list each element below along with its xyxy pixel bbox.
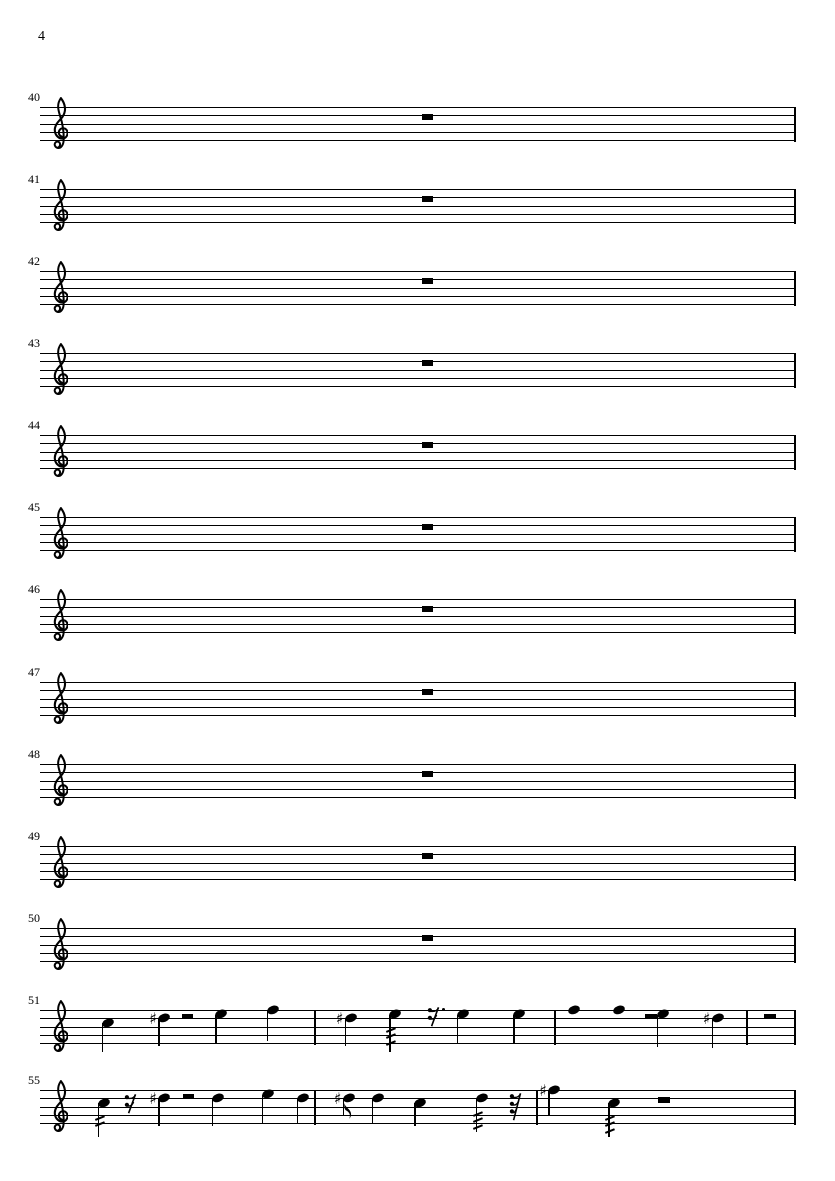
staff-line <box>40 781 796 782</box>
end-barline <box>794 271 796 306</box>
sharp-accidental: ♯ <box>149 1008 157 1028</box>
tremolo-slash <box>386 1040 396 1046</box>
staff-line <box>40 789 796 790</box>
note-stem <box>389 1015 390 1052</box>
measure-number: 45 <box>28 500 40 514</box>
note-stem <box>267 1011 268 1041</box>
staff-line <box>40 107 796 108</box>
half-rest <box>645 1014 657 1019</box>
staff-line <box>40 871 796 872</box>
end-barline <box>794 353 796 388</box>
sixteenth-rest <box>427 1006 441 1027</box>
end-barline <box>794 846 796 881</box>
treble-clef-icon <box>46 259 68 319</box>
whole-rest <box>422 689 434 695</box>
end-barline <box>794 1090 796 1125</box>
note-stem <box>212 1099 213 1126</box>
end-barline <box>794 189 796 224</box>
end-barline <box>794 599 796 634</box>
treble-clef-icon <box>46 834 68 894</box>
treble-clef-icon <box>46 95 68 155</box>
end-barline <box>794 682 796 717</box>
note-stem <box>414 1103 415 1126</box>
staff-line <box>40 797 796 798</box>
note-stem <box>513 1015 514 1044</box>
staff-line <box>40 140 796 141</box>
staff-line <box>40 517 796 518</box>
sharp-accidental: ♯ <box>335 1008 344 1028</box>
measure-number: 51 <box>28 993 40 1007</box>
staff-line <box>40 936 796 937</box>
whole-rest <box>658 1097 670 1103</box>
staff-line <box>40 525 796 526</box>
treble-clef-icon <box>46 998 68 1058</box>
staff-line <box>40 214 796 215</box>
note-stem <box>345 1019 346 1046</box>
note-stem <box>457 1015 458 1044</box>
measure-number: 47 <box>28 665 40 679</box>
staff-line <box>40 1115 796 1116</box>
end-barline <box>794 107 796 142</box>
staff-line <box>40 632 796 633</box>
barline <box>314 1090 316 1125</box>
measure-number: 43 <box>28 336 40 350</box>
staff-line <box>40 928 796 929</box>
whole-rest <box>422 771 434 777</box>
staff-line <box>40 361 796 362</box>
whole-rest <box>422 278 434 284</box>
end-barline <box>794 764 796 799</box>
thirtysecond-rest <box>509 1092 523 1121</box>
staff-line <box>40 690 796 691</box>
sharp-accidental: ♯ <box>702 1008 711 1028</box>
staff-line <box>40 542 796 543</box>
sixteenth-rest <box>124 1093 138 1114</box>
treble-clef-icon <box>46 341 68 401</box>
staff-line <box>40 370 796 371</box>
treble-clef-icon <box>46 1078 68 1138</box>
note-stem <box>297 1099 298 1124</box>
measure-number: 41 <box>28 172 40 186</box>
measure-number: 48 <box>28 747 40 761</box>
staff-line <box>40 879 796 880</box>
treble-clef-icon <box>46 752 68 812</box>
staff-line <box>40 222 796 223</box>
measure-number: 40 <box>28 90 40 104</box>
measure-number: 42 <box>28 254 40 268</box>
staff-line <box>40 132 796 133</box>
tremolo-slash <box>605 1128 615 1134</box>
note-stem <box>262 1095 263 1124</box>
staff-line <box>40 772 796 773</box>
staff-line <box>40 607 796 608</box>
page-number: 4 <box>38 29 45 44</box>
staff-line <box>40 452 796 453</box>
staff-line <box>40 197 796 198</box>
half-rest <box>764 1014 776 1019</box>
note-stem <box>102 1023 103 1052</box>
staff-line <box>40 599 796 600</box>
note-stem <box>548 1091 549 1116</box>
staff-line <box>40 699 796 700</box>
whole-rest <box>422 606 434 612</box>
note-stem <box>657 1015 658 1047</box>
treble-clef-icon <box>46 423 68 483</box>
staff-line <box>40 279 796 280</box>
whole-rest <box>422 853 434 859</box>
staff-line <box>40 863 796 864</box>
staff-line <box>40 624 796 625</box>
whole-rest <box>422 442 434 448</box>
note-stem <box>215 1015 216 1044</box>
staff-line <box>40 271 796 272</box>
staff-line <box>40 550 796 551</box>
staff-line <box>40 124 796 125</box>
staff-line <box>40 468 796 469</box>
end-barline <box>794 928 796 963</box>
half-rest <box>182 1014 194 1019</box>
staff-line <box>40 534 796 535</box>
treble-clef-icon <box>46 505 68 565</box>
staff-line <box>40 764 796 765</box>
measure-number: 49 <box>28 829 40 843</box>
end-barline <box>794 517 796 552</box>
staff-line <box>40 1123 796 1124</box>
treble-clef-icon <box>46 670 68 730</box>
staff-line <box>40 378 796 379</box>
end-barline <box>794 1010 796 1045</box>
sharp-accidental: ♯ <box>539 1080 547 1100</box>
sharp-accidental: ♯ <box>149 1088 157 1108</box>
note-stem <box>158 1019 159 1046</box>
treble-clef-icon <box>46 587 68 647</box>
note-stem <box>158 1099 159 1126</box>
staff-line <box>40 206 796 207</box>
sharp-accidental: ♯ <box>333 1088 342 1108</box>
notehead <box>567 1004 581 1015</box>
barline <box>554 1010 556 1045</box>
treble-clef-icon <box>46 916 68 976</box>
eighth-flag <box>344 1103 354 1119</box>
tremolo-slash <box>473 1124 483 1130</box>
measure-number: 55 <box>28 1073 40 1087</box>
staff-line <box>40 460 796 461</box>
staff-line <box>40 304 796 305</box>
staff-line <box>40 296 796 297</box>
staff-line <box>40 435 796 436</box>
staff-line <box>40 953 796 954</box>
staff-line <box>40 945 796 946</box>
whole-rest <box>422 196 434 202</box>
staff-line <box>40 846 796 847</box>
measure-number: 50 <box>28 911 40 925</box>
barline <box>314 1010 316 1045</box>
staff-line <box>40 1035 796 1036</box>
end-barline <box>794 435 796 470</box>
measure-number: 44 <box>28 418 40 432</box>
staff-line <box>40 707 796 708</box>
whole-rest <box>422 360 434 366</box>
staff-line <box>40 386 796 387</box>
staff-line <box>40 443 796 444</box>
whole-rest <box>422 935 434 941</box>
note-stem <box>712 1019 713 1048</box>
staff-line <box>40 961 796 962</box>
whole-rest <box>422 114 434 120</box>
half-rest <box>183 1094 195 1099</box>
whole-rest <box>422 524 434 530</box>
staff-line <box>40 715 796 716</box>
staff-line <box>40 854 796 855</box>
augmentation-dot <box>442 1008 445 1011</box>
staff-line <box>40 616 796 617</box>
staff-line <box>40 288 796 289</box>
barline <box>746 1010 748 1045</box>
treble-clef-icon <box>46 177 68 237</box>
measure-number: 46 <box>28 582 40 596</box>
staff-line <box>40 1043 796 1044</box>
staff-line <box>40 115 796 116</box>
note-stem <box>372 1099 373 1124</box>
staff-line <box>40 353 796 354</box>
staff-line <box>40 682 796 683</box>
staff-line <box>40 189 796 190</box>
notehead <box>612 1004 626 1015</box>
